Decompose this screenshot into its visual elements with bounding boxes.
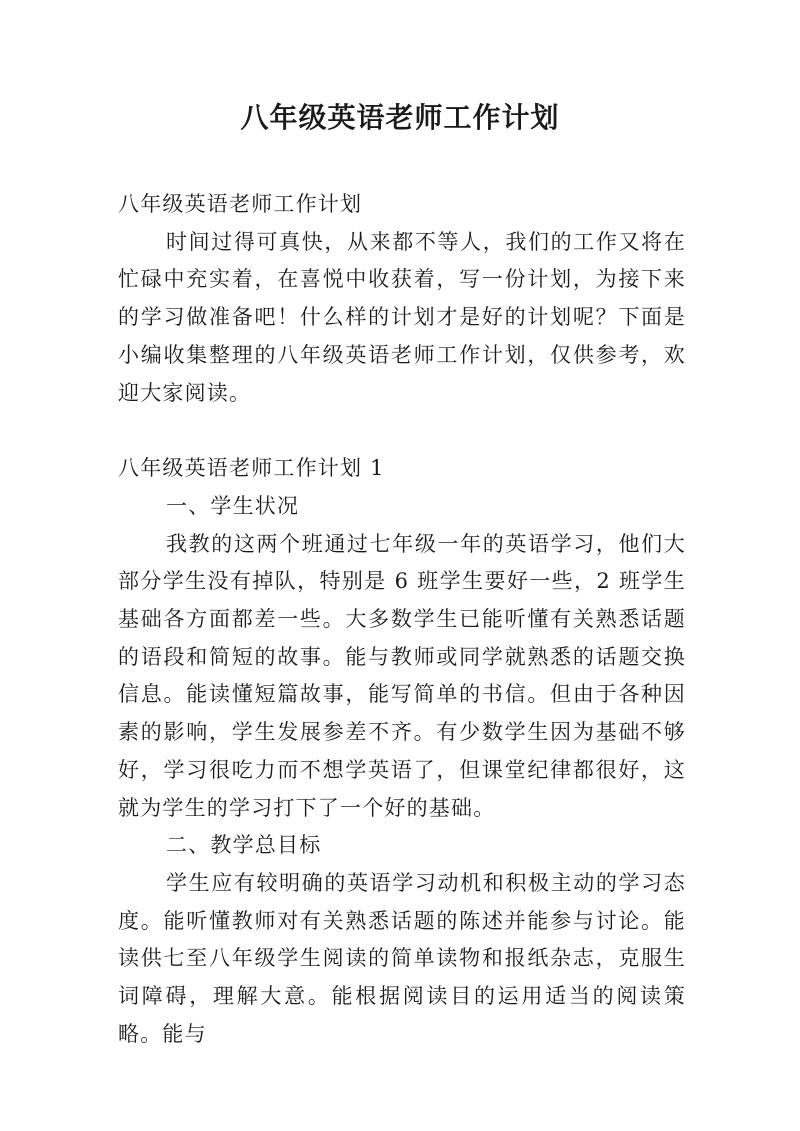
part1-paragraph: 我教的这两个班通过七年级一年的英语学习，他们大部分学生没有掉队，特别是 6 班学生要好一些，2 班学生基础各方面都差一些。大多数学生已能听懂有关熟悉话题的语段和简短的故事。能与教师或同学就熟悉的话题交换信息。能读懂短篇故事，能写简单的书信。但由于各种因素的影响，学生发展参差不齐。有少数学生因为基础不够好，学习很吃力而不想学英语了，但课堂纪律都很好，这就为学生的学习打下了一个好的基础。 — [118, 531, 686, 820]
part2-paragraph: 学生应有较明确的英语学习动机和积极主动的学习态度。能听懂教师对有关熟悉话题的陈述并能参与讨论。能读供七至八年级学生阅读的简单读物和报纸杂志，克服生词障碍，理解大意。能根据阅读目的运用适当的阅读策略。能与 — [118, 870, 686, 1046]
intro-paragraph: 时间过得可真快，从来都不等人，我们的工作又将在忙碌中充实着，在喜悦中收获着，写一份计划，为接下来的学习做准备吧！什么样的计划才是好的计划呢？下面是小编收集整理的八年级英语老师工作计划，仅供参考，欢迎大家阅读。 — [118, 229, 686, 405]
part2-heading: 二、教学总目标 — [166, 833, 322, 858]
paragraph-spacer — [118, 412, 686, 450]
document-body — [118, 186, 686, 1053]
section-title: 八年级英语老师工作计划 1 — [118, 456, 385, 481]
document-heading: 八年级英语老师工作计划 — [118, 192, 363, 216]
document-title: 八年级英语老师工作计划 — [240, 101, 560, 134]
part1-heading: 一、学生状况 — [166, 493, 300, 518]
